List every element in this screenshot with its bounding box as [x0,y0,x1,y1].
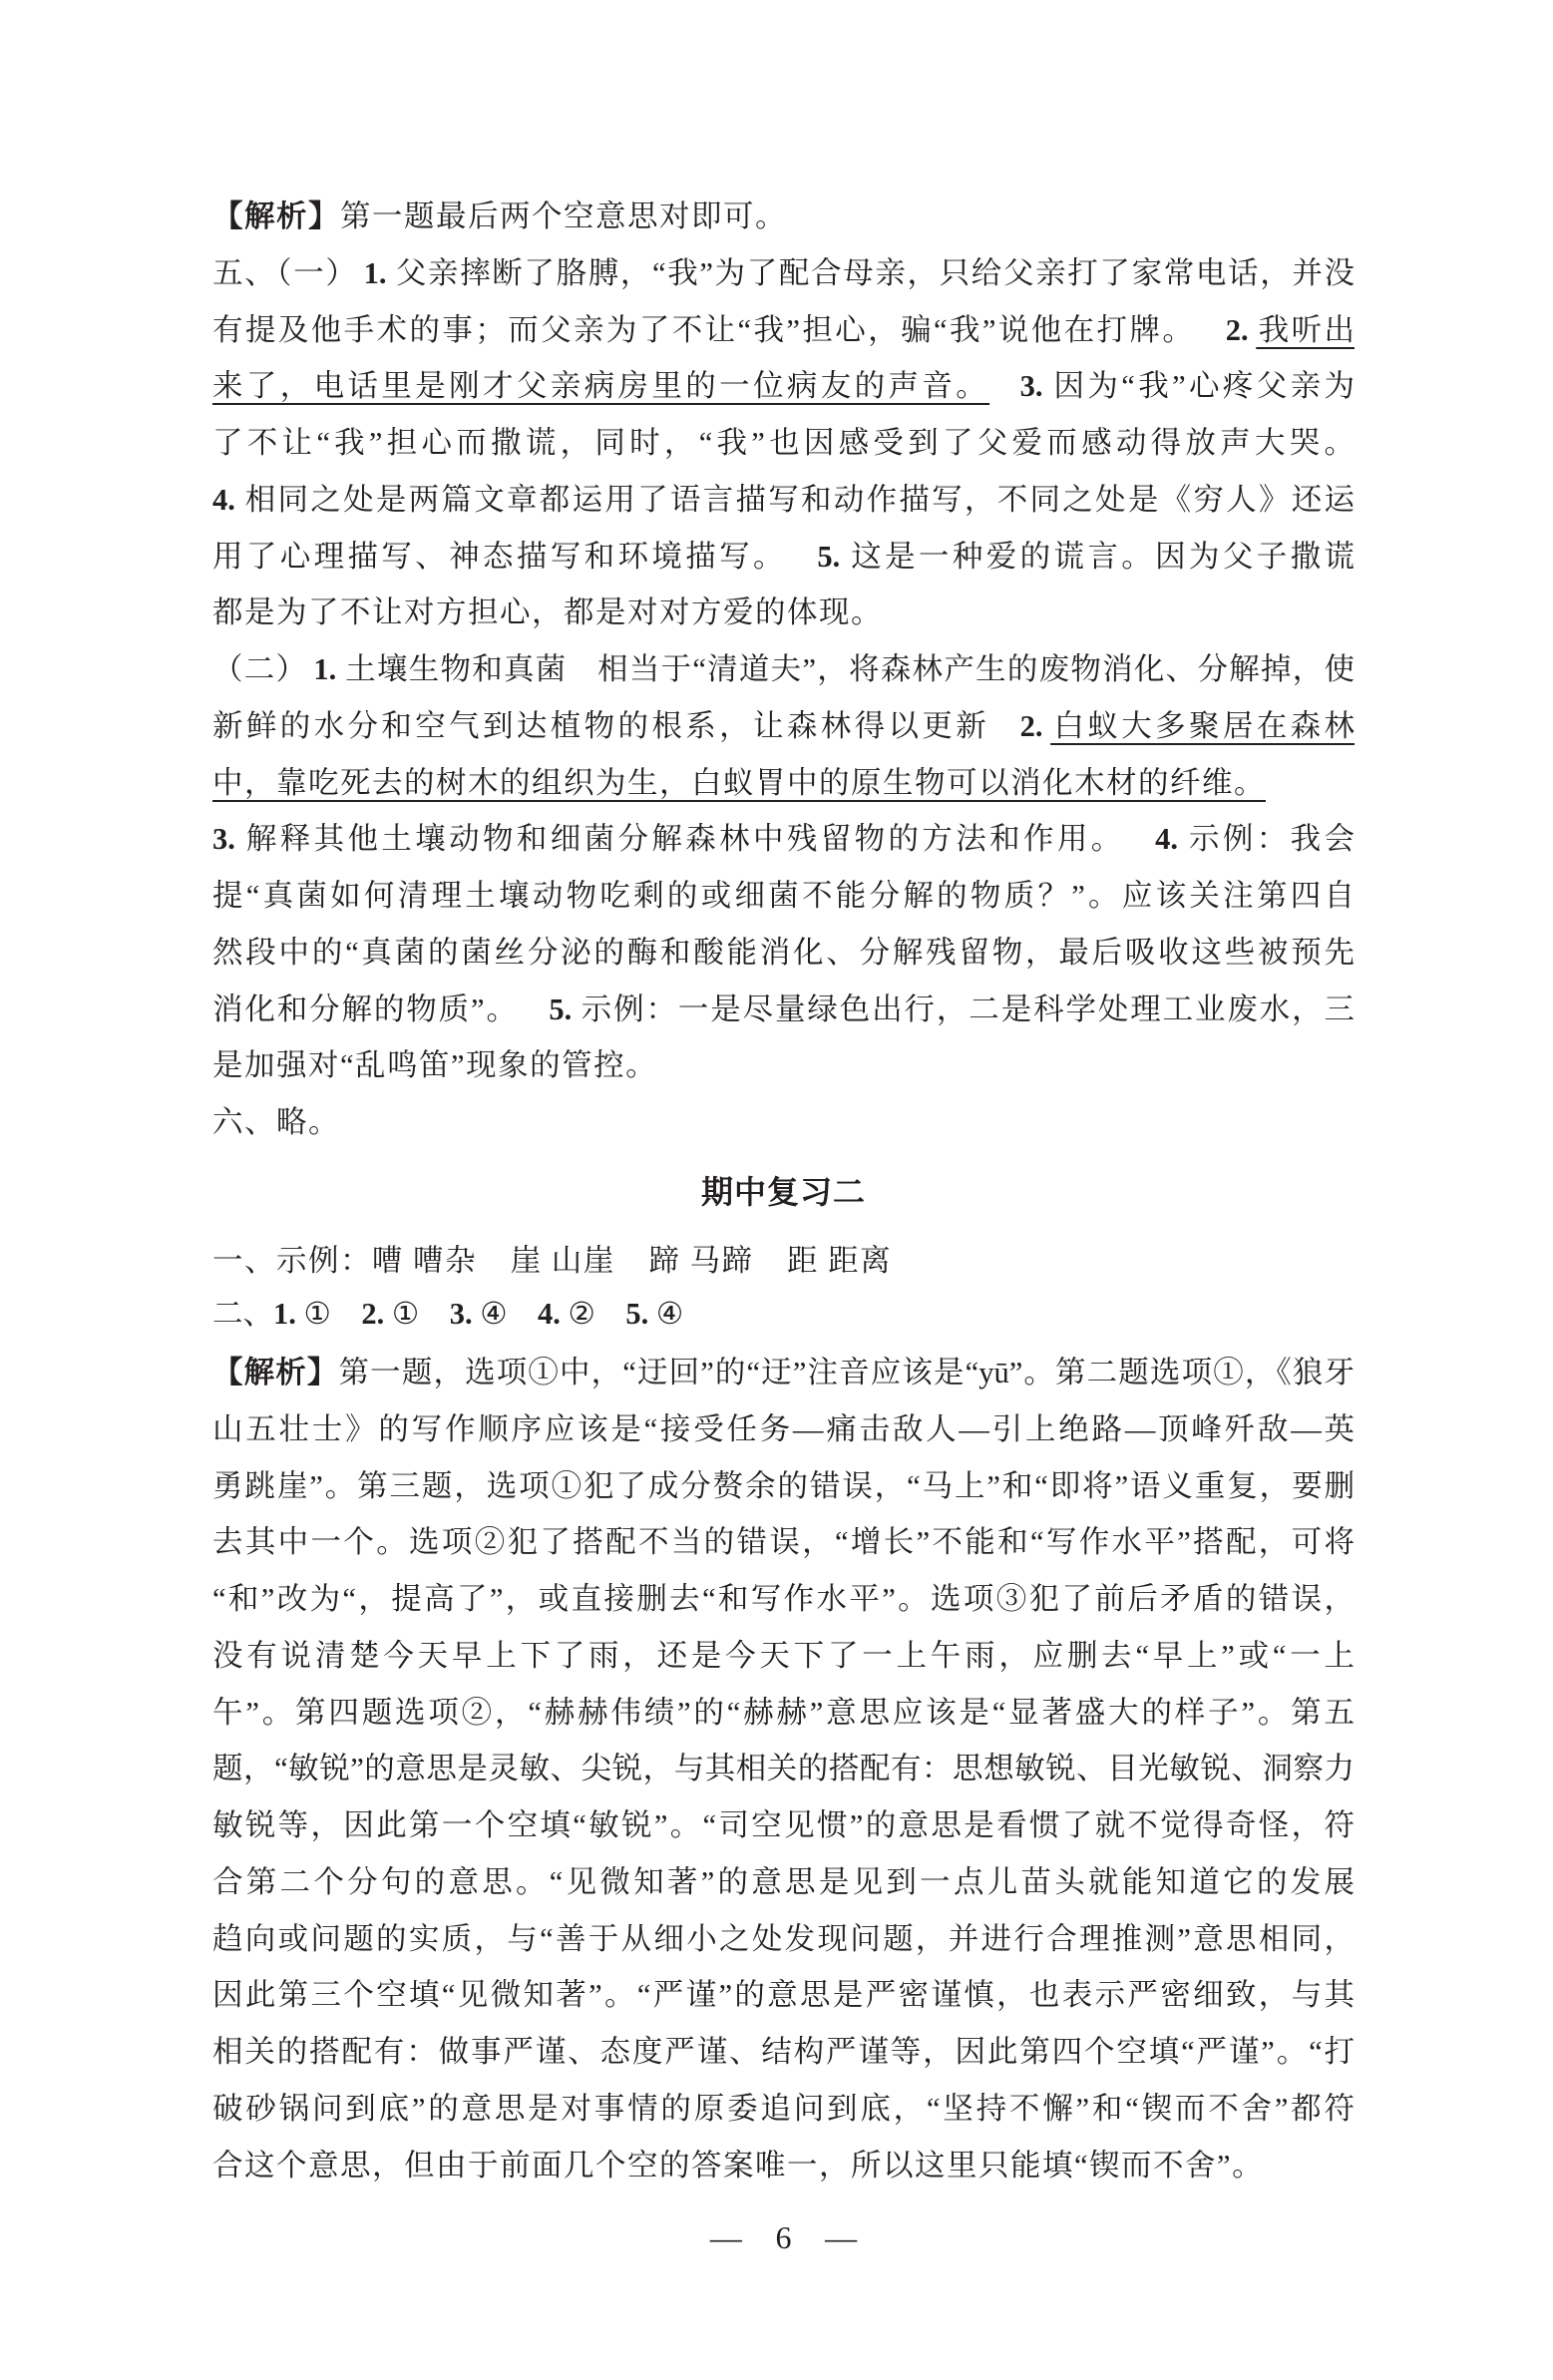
text-line [212,529,1355,586]
text-line [212,755,1355,812]
answer-text: 敏锐等，因此第一个空填“敏锐”。“司空见惯”的意思是看惯了就不觉得奇怪，符 [212,1808,1355,1842]
text-line [212,1741,1355,1797]
answer-text: 合这个意思，但由于前面几个空的答案唯一，所以这里只能填“锲而不舍”。 [212,2148,1265,2182]
underlined-answer: 中，靠吃死去的树木的组织为生，白蚁胃中的原生物可以消化木材的纤维。 [212,765,1266,800]
text-line [212,472,1355,529]
answer-text: 山五壮士》的写作顺序应该是“接受任务—痛击敌人—引上绝路—顶峰歼敌—英 [212,1411,1355,1446]
text-line [212,358,1355,415]
text-line [212,415,1355,472]
answer-text: 因此第三个空填“见微知著”。“严谨”的意思是严密谨慎，也表示严密细致，与其 [212,1978,1355,2013]
item-number: 4. [538,1297,561,1331]
section-label: 二、 [212,1297,273,1331]
item-number: 1. [273,1297,296,1331]
answer-option: ① [391,1297,420,1331]
text-line [212,698,1355,755]
item-number: 2. [1225,312,1249,347]
answer-option: ② [568,1297,595,1331]
text-line [212,1458,1355,1515]
text-line [212,189,1355,245]
answer-text: 消化和分解的物质”。 [212,992,519,1026]
text-line [212,1286,1355,1343]
section-label: （二） [212,652,308,686]
answer-text: 用了心理描写、神态描写和环境描写。 [212,539,787,574]
item-number: 4. [1155,822,1178,857]
answer-option: ① [303,1297,331,1331]
answer-text: 新鲜的水分和空气到达植物的根系，让森林得以更新 [212,708,990,743]
analysis-block [212,1345,1355,2193]
text-line [212,925,1355,982]
text-line [212,641,1355,698]
answer-text: 土壤生物和真菌 [343,652,568,686]
section-title: 期中复习二 [700,1173,866,1211]
underlined-answer: 白蚁大多聚居在森林 [1050,708,1355,743]
answer-text: 趋向或问题的实质，与“善于从细小之处发现问题，并进行合理推测”意思相同， [212,1921,1355,1956]
answer-text: 提“真菌如何清理土壤动物吃剩的或细菌不能分解的物质？”。应该关注第四自 [212,879,1355,913]
answer-text: 蹄 马蹄 [648,1244,754,1278]
section-label: 五、（一） [212,255,358,290]
answer-text: 第一题最后两个空意思对即可。 [340,199,787,233]
answer-text: 题，“敏锐”的意思是灵敏、尖锐，与其相关的搭配有：思想敏锐、目光敏锐、洞察力 [212,1752,1355,1786]
text-line [212,1967,1355,2024]
answer-text: 这是一种爱的谎言。因为父子撒谎 [847,539,1355,574]
text-line [212,2138,1355,2194]
answer-text: 示例：我会 [1185,822,1355,857]
answer-text: 是加强对“乱鸣笛”现象的管控。 [212,1048,658,1083]
item-number: 3. [1019,369,1043,404]
answer-text: 距 距离 [787,1244,893,1278]
answer-text: 了不让“我”担心而撒谎，同时，“我”也因感受到了父爱而感动得放声大哭。 [212,426,1355,460]
text-line [212,1797,1355,1854]
question-1-answers [212,1233,1355,1290]
answer-text: 都是为了不让对方担心，都是对对方爱的体现。 [212,595,883,630]
text-line [212,868,1355,925]
item-number: 2. [361,1297,385,1331]
underlined-answer: 我听出 [1256,312,1355,347]
answer-text: 破砂锅问到底”的意思是对事情的原委追问到底，“坚持不懈”和“锲而不舍”都符 [212,2091,1355,2126]
text-line [212,1037,1355,1094]
item-number: 5. [817,539,841,574]
text-line [212,1571,1355,1628]
answer-text: 示例：一是尽量绿色出行，二是科学处理工业废水，三 [579,992,1355,1026]
answer-text: 第一题，选项①中，“迂回”的“迂”注音应该是“yū”。第二题选项①，《狼牙 [338,1356,1355,1389]
answer-text: 嘈 嘈杂 [372,1244,478,1278]
answer-text: 合第二个分句的意思。“见微知著”的意思是见到一点儿苗头就能知道它的发展 [212,1864,1355,1899]
text-line [212,1514,1355,1571]
answer-text: 勇跳崖”。第三题，选项①犯了成分赘余的错误，“马上”和“即将”语义重复，要删 [212,1468,1355,1503]
item-number: 3. [449,1297,473,1331]
text-line [212,811,1355,868]
analysis-label: 【解析】 [212,1356,339,1390]
answer-option: ④ [655,1297,684,1331]
text-line [212,2081,1355,2138]
underlined-answer: 来了，电话里是刚才父亲病房里的一位病友的声音。 [212,369,990,404]
text-line [212,1401,1355,1458]
answer-text: 有提及他手术的事；而父亲为了不让“我”担心，骗“我”说他在打牌。 [212,312,1196,347]
text-line [212,1854,1355,1911]
text-line [212,1094,1355,1151]
answer-text: 相关的搭配有：做事严谨、态度严谨、结构严谨等，因此第四个空填“严谨”。“打 [212,2035,1355,2069]
answer-text: 然段中的“真菌的菌丝分泌的酶和酸能消化、分解残留物，最后吸收这些被预先 [212,935,1355,970]
answer-text: 没有说清楚今天早上下了雨，还是今天下了一上午雨，应删去“早上”或“一上 [212,1638,1355,1673]
section-label: 一、示例： [212,1244,372,1278]
answer-text: 解释其他土壤动物和细菌分解森林中残留物的方法和作用。 [242,822,1125,857]
text-line [212,245,1355,302]
previous-review-answers [212,189,1355,1151]
item-number: 5. [625,1297,649,1331]
answer-text: 因为“我”心疼父亲为 [1050,369,1355,404]
text-line [212,2024,1355,2081]
item-number: 1. [363,255,387,290]
answer-text: 父亲摔断了胳膊，“我”为了配合母亲，只给父亲打了家常电话，并没 [394,255,1355,290]
answer-text: 崖 山崖 [510,1244,615,1278]
text-line [212,1233,1355,1290]
answer-text: 去其中一个。选项②犯了搭配不当的错误，“增长”不能和“写作水平”搭配，可将 [212,1525,1355,1560]
answer-text: 相当于“清道夫”，将森林产生的废物消化、分解掉，使 [597,652,1355,686]
analysis-label: 【解析】 [212,199,340,234]
item-number: 4. [212,482,235,517]
item-number: 2. [1019,708,1043,743]
text-line [212,1911,1355,1968]
answer-text: 相同之处是两篇文章都运用了语言描写和动作描写，不同之处是《穷人》还运 [242,482,1355,517]
text-line [212,585,1355,641]
page-number: — 6 — [709,2219,858,2255]
text-line [212,1628,1355,1685]
text-line [212,302,1355,359]
text-line [212,1345,1355,1401]
item-number: 3. [212,822,235,857]
text-line [212,1685,1355,1742]
answer-text: 六、略。 [212,1105,340,1139]
item-number: 1. [313,652,337,686]
item-number: 5. [549,992,573,1026]
answer-text: 午”。第四题选项②，“赫赫伟绩”的“赫赫”意思应该是“显著盛大的样子”。第五 [212,1695,1355,1730]
text-line [212,982,1355,1038]
question-2-answers [212,1286,1355,1343]
answer-option: ④ [480,1297,508,1331]
answer-text: “和”改为“，提高了”，或直接删去“和写作水平”。选项③犯了前后矛盾的错误， [212,1582,1355,1616]
